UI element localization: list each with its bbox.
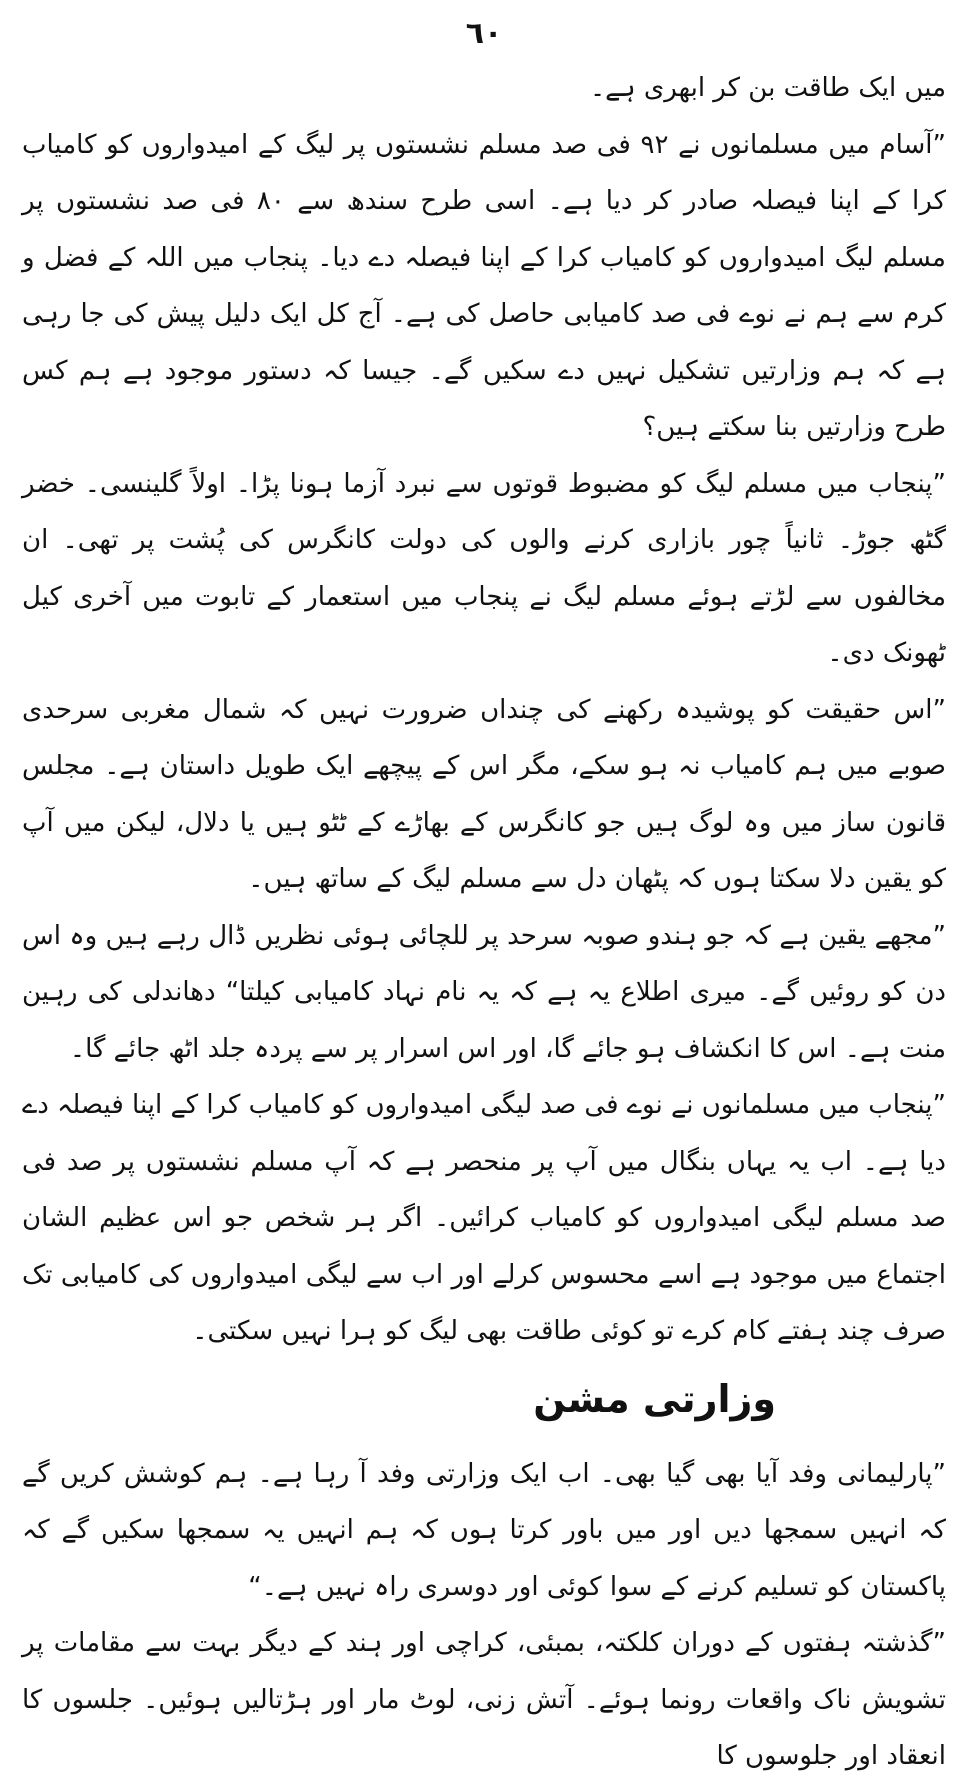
paragraph: ”آسام میں مسلمانوں نے ۹۲ فی صد مسلم نشستوں پر لیگ کے امیدواروں کو کامیاب کرا کے اپنا فیصلہ صادر کر دیا ہے۔ اسی طرح سندھ سے ۸۰ فی صد نشستوں پر مسلم لیگ امیدواروں کو کامیاب کرا کے اپنا فیصلہ دے دیا۔ پنجاب میں اللہ کے فضل و کرم سے ہم نے نوے فی صد کامیابی حاصل کی ہے۔ آج کل ایک دلیل پیش کی جا رہی ہے کہ ہم وزارتیں تشکیل نہیں دے سکیں گے۔ جیسا کہ دستور موجود ہے ہم کس طرح وزارتیں بنا سکتے ہیں؟ [22, 129, 946, 442]
paragraph: میں ایک طاقت بن کر ابھری ہے۔ [589, 73, 946, 103]
paragraph: ”اس حقیقت کو پوشیدہ رکھنے کی چنداں ضرورت نہیں کہ شمال مغربی سرحدی صوبے میں ہم کامیاب نہ ہو سکے، مگر اس کے پیچھے ایک طویل داستان ہے۔ مجلس قانون ساز میں وہ لوگ ہیں جو کانگرس کے بھاڑے کے ٹٹو ہیں یا دلال، لیکن میں آپ کو یقین دلا سکتا ہوں کہ پٹھان دل سے مسلم لیگ کے ساتھ ہیں۔ [22, 694, 946, 894]
paragraph: ”پارلیمانی وفد آیا بھی گیا بھی۔ اب ایک وزارتی وفد آ رہا ہے۔ ہم کوشش کریں گے کہ انہیں سمجھا دیں اور میں باور کرتا ہوں کہ ہم انہیں یہ سمجھا سکیں گے کہ پاکستان کو تسلیم کرنے کے سوا کوئی اور دوسری راہ نہیں ہے۔“ [22, 1458, 946, 1602]
page-number: ٦٠ [465, 16, 503, 51]
paragraph: ”پنجاب میں مسلمانوں نے نوے فی صد لیگی امیدواروں کو کامیاب کرا کے اپنا فیصلہ دے دیا ہے۔ اب یہ یہاں بنگال میں آپ پر منحصر ہے کہ آپ مسلم نشستوں پر صد فی صد مسلم لیگی امیدواروں کو کامیاب کرائیں۔ اگر ہر شخص جو اس عظیم الشان اجتماع میں موجود ہے اسے محسوس کرلے اور اب سے لیگی امیدواروں کی کامیابی تک صرف چند ہفتے کام کرے تو کوئی طاقت بھی لیگ کو ہرا نہیں سکتی۔ [22, 1090, 947, 1346]
paragraph: ”پنجاب میں مسلم لیگ کو مضبوط قوتوں سے نبرد آزما ہونا پڑا۔ اولاً گلینسی۔ خضر گٹھ جوڑ۔ ثانیاً چور بازاری کرنے والوں کی دولت کانگرس کی پُشت پر تھی۔ ان مخالفوں سے لڑتے ہوئے مسلم لیگ نے پنجاب میں استعمار کے تابوت میں آخری کیل ٹھونک دی۔ [22, 468, 946, 668]
paragraph: ”گذشتہ ہفتوں کے دوران کلکتہ، بمبئی، کراچی اور ہند کے دیگر بہت سے مقامات پر تشویش ناک واقعات رونما ہوئے۔ آتش زنی، لوٹ مار اور ہڑتالیں ہوئیں۔ جلسوں کا انعقاد اور جلوسوں کا [22, 1628, 946, 1771]
section-heading: وزارتی مشن [533, 1376, 776, 1421]
paragraph: ”مجھے یقین ہے کہ جو ہندو صوبہ سرحد پر للچائی ہوئی نظریں ڈال رہے ہیں وہ اس دن کو روئیں گے۔ میری اطلاع یہ ہے کہ یہ نام نہاد کامیابی کیلتا“ دھاندلی کی رہین منت ہے۔ اس کا انکشاف ہو جائے گا، اور اس اسرار پر سے پردہ جلد اٹھ جائے گا۔ [22, 920, 946, 1064]
